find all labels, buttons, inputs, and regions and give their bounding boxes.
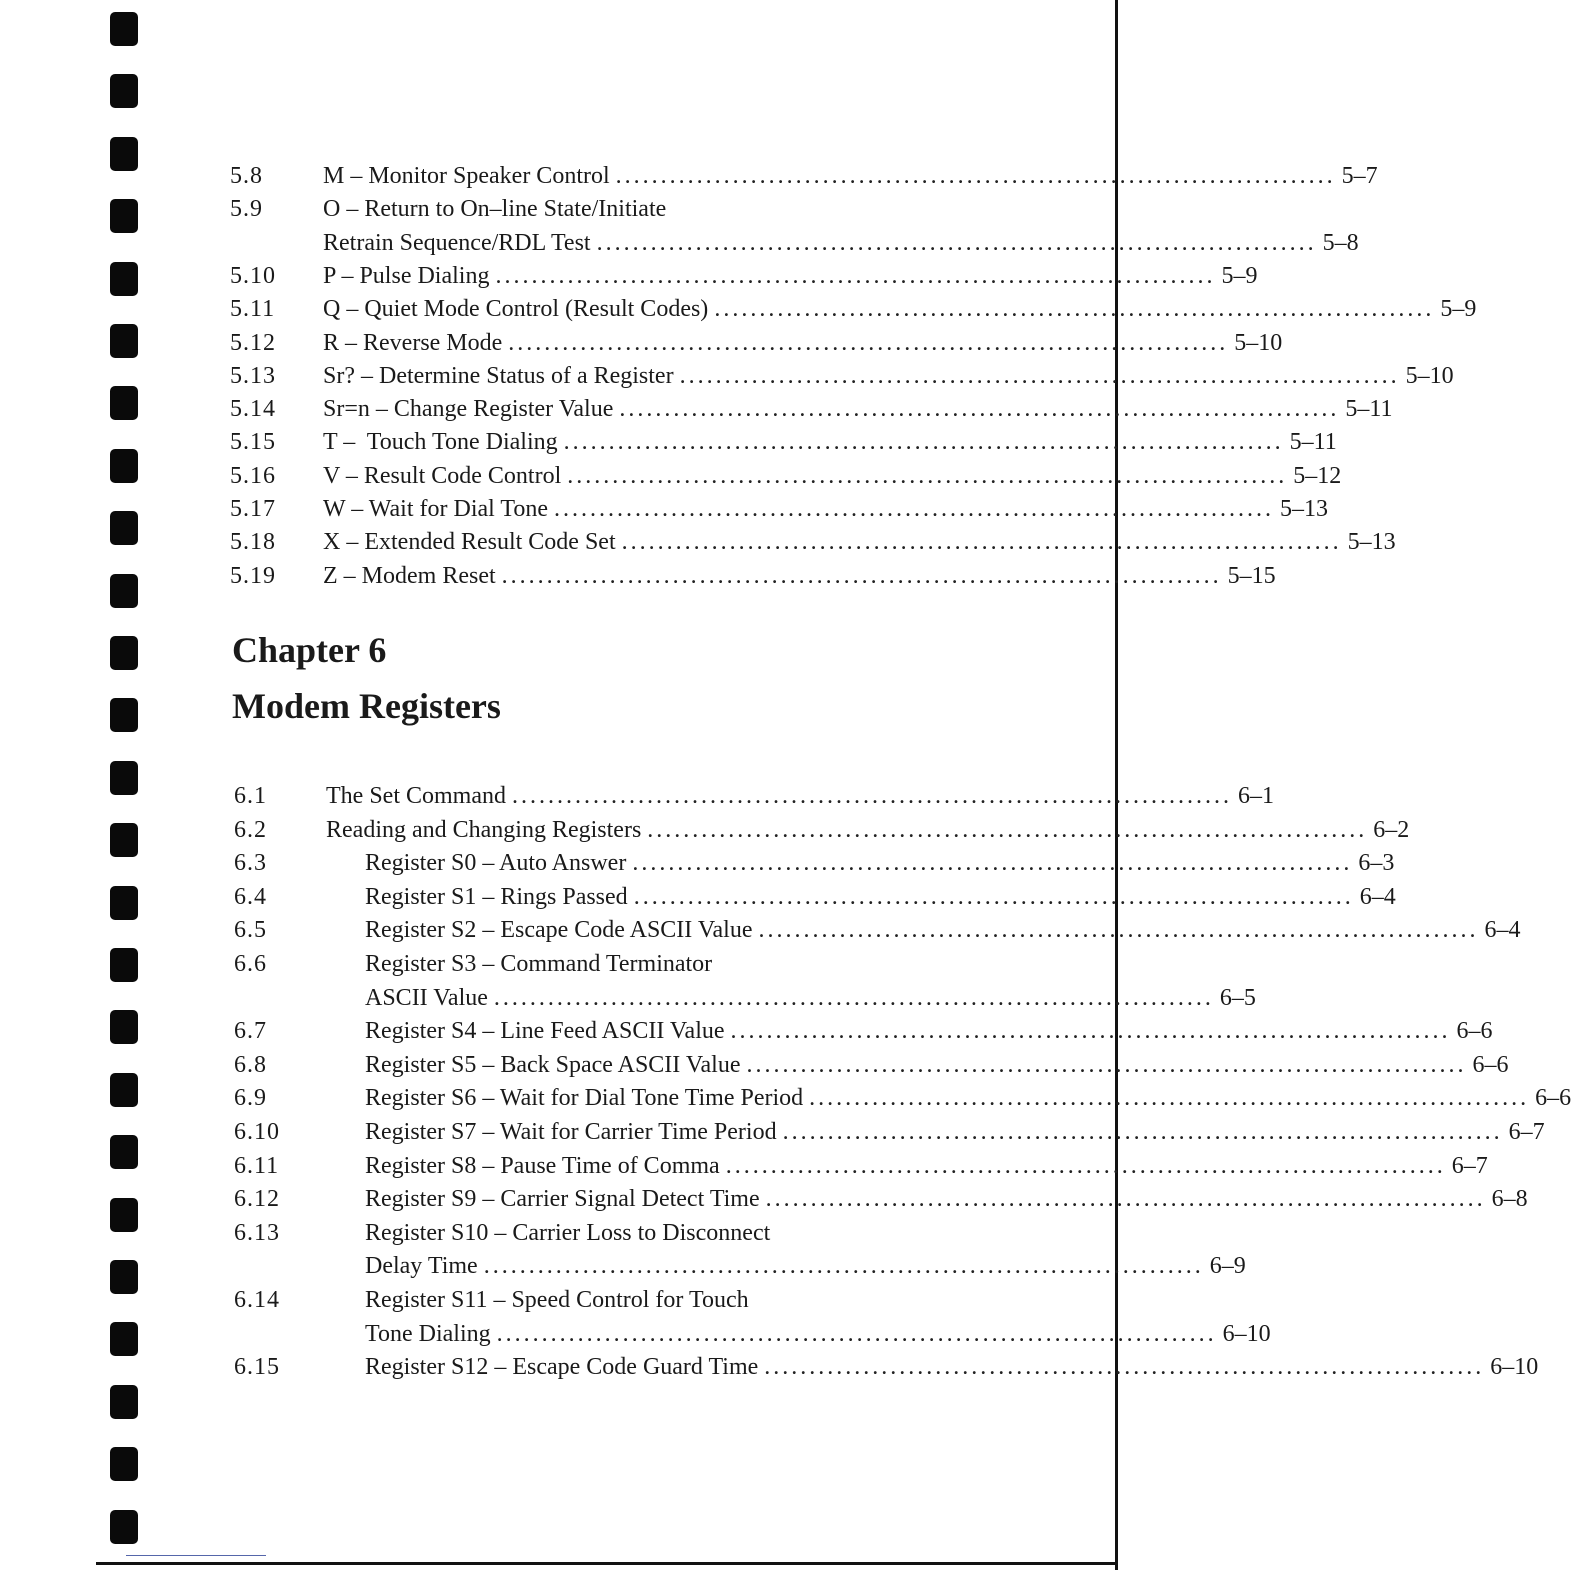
toc-entry[interactable] bbox=[230, 847, 1395, 879]
toc-entry[interactable] bbox=[230, 1082, 1571, 1114]
toc-leader-dots: ................................................................................ bbox=[633, 883, 1354, 910]
toc-leader-dots: ................................................................................ bbox=[714, 296, 1435, 323]
toc-entry[interactable] bbox=[230, 1284, 1028, 1316]
toc-entry[interactable] bbox=[230, 1250, 1246, 1282]
toc-entry-number: 5.12 bbox=[230, 329, 276, 356]
toc-entry[interactable] bbox=[230, 914, 1521, 946]
binding-hole bbox=[110, 262, 138, 296]
toc-entry-title: Register S7 – Wait for Carrier Time Period bbox=[365, 1119, 777, 1145]
toc-entry-title: Register S12 – Escape Code Guard Time bbox=[365, 1354, 759, 1381]
toc-entry-number: 5.14 bbox=[230, 396, 276, 423]
toc-page-number: 5–11 bbox=[1289, 429, 1337, 456]
toc-entry-number: 5.13 bbox=[230, 362, 276, 389]
toc-entry-title: Reading and Changing Registers bbox=[326, 816, 642, 843]
toc-entry[interactable] bbox=[230, 227, 1359, 259]
toc-entry[interactable] bbox=[230, 1217, 1028, 1249]
toc-entry-number: 6.6 bbox=[234, 951, 267, 977]
toc-entry-title: R – Reverse Mode bbox=[323, 329, 503, 356]
toc-entry-number: 6.14 bbox=[234, 1287, 280, 1313]
toc-leader-dots: ................................................................................ bbox=[615, 163, 1336, 189]
binding-hole bbox=[110, 761, 138, 795]
toc-page-number: 6–4 bbox=[1484, 917, 1521, 944]
binding-hole bbox=[110, 199, 138, 233]
toc-entry-title: V – Result Code Control bbox=[323, 462, 562, 489]
toc-entry-title: O – Return to On–line State/Initiate bbox=[323, 196, 667, 223]
toc-entry[interactable] bbox=[230, 1150, 1488, 1182]
toc-entry[interactable] bbox=[230, 1116, 1545, 1148]
toc-page-number: 5–11 bbox=[1345, 396, 1393, 423]
binding-hole bbox=[110, 1260, 138, 1294]
toc-entry[interactable] bbox=[230, 560, 1276, 592]
toc-entry[interactable] bbox=[230, 493, 1329, 525]
toc-entry-title: Register S2 – Escape Code ASCII Value bbox=[365, 917, 753, 944]
toc-page-number: 6–8 bbox=[1491, 1186, 1528, 1213]
toc-entry-title: M – Monitor Speaker Control bbox=[323, 163, 610, 189]
toc-entry-number: 6.9 bbox=[234, 1085, 267, 1112]
toc-leader-dots: ................................................................................ bbox=[496, 1320, 1217, 1347]
toc-page-number: 6–1 bbox=[1237, 783, 1274, 809]
binding-hole bbox=[110, 1447, 138, 1481]
toc-leader-dots: ................................................................................ bbox=[782, 1119, 1503, 1145]
toc-page-number: 6–7 bbox=[1451, 1152, 1488, 1179]
toc-page-number: 6–10 bbox=[1222, 1320, 1271, 1347]
binding-hole bbox=[110, 823, 138, 857]
toc-page-number: 6–6 bbox=[1535, 1085, 1571, 1112]
toc-entry-title: P – Pulse Dialing bbox=[323, 262, 490, 289]
toc-leader-dots: ................................................................................ bbox=[746, 1051, 1467, 1078]
toc-entry-number: 5.9 bbox=[230, 196, 263, 223]
toc-leader-dots: ................................................................................ bbox=[764, 1354, 1485, 1381]
binding-hole bbox=[110, 449, 138, 483]
binding-hole bbox=[110, 12, 138, 46]
toc-leader-dots: ................................................................................ bbox=[679, 362, 1400, 389]
toc-page-number: 6–2 bbox=[1373, 816, 1410, 843]
binding-hole bbox=[110, 698, 138, 732]
toc-entry-number: 6.7 bbox=[234, 1018, 267, 1045]
toc-leader-dots: ................................................................................ bbox=[647, 816, 1368, 843]
toc-page-number: 6–7 bbox=[1508, 1119, 1545, 1145]
toc-entry[interactable] bbox=[230, 1351, 1539, 1383]
binding-hole bbox=[110, 1385, 138, 1419]
toc-entry-title: W – Wait for Dial Tone bbox=[323, 496, 549, 522]
toc-entry[interactable] bbox=[230, 982, 1256, 1014]
toc-entry-number: 6.8 bbox=[234, 1051, 267, 1078]
toc-entry-number: 5.11 bbox=[230, 296, 276, 323]
toc-entry-title: Register S1 – Rings Passed bbox=[365, 883, 628, 910]
toc-entry-number: 5.18 bbox=[230, 529, 276, 556]
toc-entry-number: 6.13 bbox=[234, 1219, 280, 1246]
toc-entry[interactable] bbox=[230, 260, 1258, 292]
toc-page-number: 5–7 bbox=[1341, 163, 1378, 189]
binding-hole bbox=[110, 386, 138, 420]
toc-entry-number: 6.3 bbox=[234, 850, 267, 877]
toc-entry-title: Delay Time bbox=[365, 1253, 478, 1280]
toc-page-number: 6–6 bbox=[1472, 1051, 1509, 1078]
binding-hole bbox=[110, 1198, 138, 1232]
toc-page-number: 5–13 bbox=[1280, 496, 1329, 522]
toc-leader-dots: ................................................................................ bbox=[758, 917, 1479, 944]
toc-entry[interactable] bbox=[230, 1183, 1528, 1215]
toc-page-number: 5–10 bbox=[1234, 329, 1283, 356]
toc-entry-number: 6.12 bbox=[234, 1186, 280, 1213]
toc-entry-number: 6.4 bbox=[234, 883, 267, 910]
toc-entry-number: 6.11 bbox=[234, 1152, 280, 1179]
toc-leader-dots: ................................................................................ bbox=[621, 529, 1342, 556]
binding-holes bbox=[110, 0, 142, 1584]
toc-entry[interactable] bbox=[230, 293, 1477, 325]
toc-leader-dots: ................................................................................ bbox=[596, 229, 1317, 256]
toc-entry[interactable] bbox=[230, 948, 1028, 980]
binding-hole bbox=[110, 1322, 138, 1356]
binding-hole bbox=[110, 137, 138, 171]
binding-hole bbox=[110, 886, 138, 920]
toc-entry-title: Sr=n – Change Register Value bbox=[323, 396, 614, 423]
toc-entry-number: 6.1 bbox=[234, 783, 267, 809]
toc-entry[interactable] bbox=[230, 426, 1337, 458]
toc-entry[interactable] bbox=[230, 393, 1393, 425]
toc-entry-title: Tone Dialing bbox=[365, 1320, 491, 1347]
toc-entry-title: Retrain Sequence/RDL Test bbox=[323, 229, 591, 256]
toc-page-number: 6–10 bbox=[1490, 1354, 1539, 1381]
toc-entry[interactable] bbox=[230, 526, 1396, 558]
toc-entry-title: Register S8 – Pause Time of Comma bbox=[365, 1152, 720, 1179]
toc-entry-title: Z – Modem Reset bbox=[323, 562, 496, 589]
toc-leader-dots: ................................................................................ bbox=[765, 1186, 1486, 1213]
toc-page-number: 5–9 bbox=[1440, 296, 1477, 323]
toc-page-number: 6–4 bbox=[1359, 883, 1396, 910]
toc-entry[interactable] bbox=[230, 360, 1454, 392]
toc-entry-number: 6.2 bbox=[234, 816, 267, 843]
toc-entry-number: 5.17 bbox=[230, 496, 276, 522]
toc-entry[interactable] bbox=[230, 1015, 1493, 1047]
toc-entry-title: Register S11 – Speed Control for Touch bbox=[365, 1287, 749, 1313]
toc-leader-dots: ................................................................................ bbox=[632, 850, 1353, 877]
binding-hole bbox=[110, 324, 138, 358]
toc-leader-dots: ................................................................................ bbox=[495, 262, 1216, 289]
binding-hole bbox=[110, 636, 138, 670]
toc-page-number: 5–13 bbox=[1347, 529, 1396, 556]
chapter-title: Modem Registers bbox=[232, 686, 501, 726]
page-edge-bottom bbox=[96, 1562, 1118, 1565]
toc-entry[interactable] bbox=[230, 193, 1028, 225]
toc-entry-title: The Set Command bbox=[326, 783, 506, 809]
toc-entry[interactable] bbox=[230, 460, 1342, 492]
toc-page-number: 6–5 bbox=[1219, 984, 1256, 1011]
toc-page-number: 5–10 bbox=[1405, 362, 1454, 389]
toc-entry-number: 5.8 bbox=[230, 163, 263, 189]
toc-leader-dots: ................................................................................ bbox=[730, 1018, 1451, 1045]
toc-page-number: 6–9 bbox=[1209, 1253, 1246, 1280]
toc-entry-number: 6.5 bbox=[234, 917, 267, 944]
toc-entry-number: 6.15 bbox=[234, 1354, 280, 1381]
toc-entry[interactable] bbox=[230, 1318, 1271, 1350]
toc-page-number: 6–3 bbox=[1358, 850, 1395, 877]
toc-leader-dots: ................................................................................ bbox=[563, 429, 1284, 456]
toc-page-number: 6–6 bbox=[1456, 1018, 1493, 1045]
toc-entry-title: Sr? – Determine Status of a Register bbox=[323, 362, 674, 389]
toc-entry-number: 6.10 bbox=[234, 1119, 280, 1145]
toc-leader-dots: ................................................................................ bbox=[567, 462, 1288, 489]
binding-hole bbox=[110, 1135, 138, 1169]
toc-leader-dots: ................................................................................ bbox=[809, 1085, 1530, 1112]
toc-page-number: 5–8 bbox=[1322, 229, 1359, 256]
toc-entry[interactable] bbox=[230, 327, 1283, 359]
toc-entry-title: Register S0 – Auto Answer bbox=[365, 850, 627, 877]
binding-hole bbox=[110, 1073, 138, 1107]
toc-entry-number: 5.19 bbox=[230, 562, 276, 589]
toc-leader-dots: ................................................................................ bbox=[511, 783, 1232, 809]
binding-hole bbox=[110, 1510, 138, 1544]
toc-entry-number: 5.15 bbox=[230, 429, 276, 456]
toc-leader-dots: ................................................................................ bbox=[501, 562, 1222, 589]
toc-entry-title: Register S10 – Carrier Loss to Disconnect bbox=[365, 1219, 771, 1246]
binding-hole bbox=[110, 1010, 138, 1044]
toc-leader-dots: ................................................................................ bbox=[483, 1253, 1204, 1280]
toc-entry-number: 5.10 bbox=[230, 262, 276, 289]
toc-leader-dots: ................................................................................ bbox=[554, 496, 1275, 522]
toc-page-number: 5–12 bbox=[1293, 462, 1342, 489]
toc-entry-number: 5.16 bbox=[230, 462, 276, 489]
toc-entry[interactable] bbox=[230, 780, 1274, 812]
toc-leader-dots: ................................................................................ bbox=[725, 1152, 1446, 1179]
toc-entry[interactable] bbox=[230, 1049, 1509, 1081]
toc-leader-dots: ................................................................................ bbox=[619, 396, 1340, 423]
toc-leader-dots: ................................................................................ bbox=[493, 984, 1214, 1011]
toc-entry-title: Register S6 – Wait for Dial Tone Time Period bbox=[365, 1085, 804, 1112]
toc-leader-dots: ................................................................................ bbox=[508, 329, 1229, 356]
toc-entry-title: Q – Quiet Mode Control (Result Codes) bbox=[323, 296, 709, 323]
toc-entry[interactable] bbox=[230, 160, 1378, 192]
toc-entry-title: Register S9 – Carrier Signal Detect Time bbox=[365, 1186, 760, 1213]
toc-entry[interactable] bbox=[230, 881, 1396, 913]
toc-page-number: 5–9 bbox=[1221, 262, 1258, 289]
binding-hole bbox=[110, 574, 138, 608]
toc-entry-title: Register S5 – Back Space ASCII Value bbox=[365, 1051, 741, 1078]
page-edge-mark bbox=[126, 1555, 266, 1556]
binding-hole bbox=[110, 74, 138, 108]
toc-entry-title: T – Touch Tone Dialing bbox=[323, 429, 558, 456]
toc-entry-title: Register S4 – Line Feed ASCII Value bbox=[365, 1018, 725, 1045]
binding-hole bbox=[110, 511, 138, 545]
toc-entry-title: X – Extended Result Code Set bbox=[323, 529, 616, 556]
toc-entry[interactable] bbox=[230, 814, 1410, 846]
binding-hole bbox=[110, 948, 138, 982]
toc-entry-title: Register S3 – Command Terminator bbox=[365, 951, 713, 977]
toc-page-number: 5–15 bbox=[1227, 562, 1276, 589]
toc-entry-title: ASCII Value bbox=[365, 984, 488, 1011]
chapter-number: Chapter 6 bbox=[232, 630, 387, 670]
